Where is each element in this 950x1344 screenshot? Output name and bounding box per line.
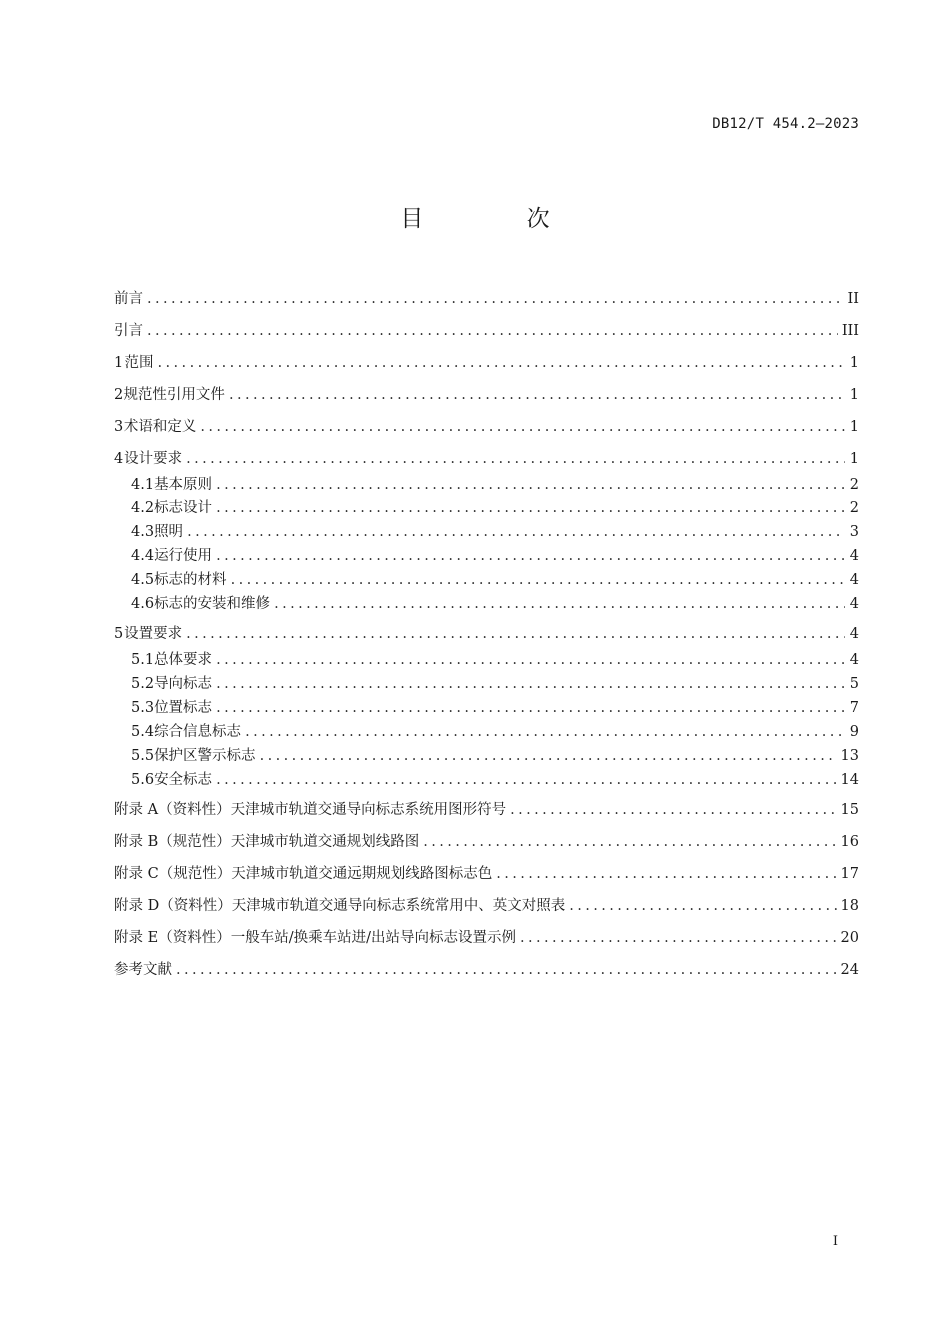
toc-entry-page: 20 [840, 930, 859, 946]
toc-entry-4-2[interactable] [131, 497, 859, 519]
toc-entry-page: 1 [849, 419, 859, 435]
leader-dots [186, 623, 845, 645]
leader-dots [216, 697, 845, 719]
toc-entry-preface[interactable] [114, 288, 859, 310]
toc-entry-page: 9 [849, 724, 859, 740]
leader-dots [200, 416, 845, 438]
toc-entry-2[interactable] [114, 384, 859, 406]
toc-entry-number: 4.2 [131, 500, 155, 516]
leader-dots [147, 320, 838, 342]
toc-entry-page: 4 [849, 626, 859, 642]
leader-dots [423, 831, 836, 853]
toc-entry-page: 4 [849, 652, 859, 668]
leader-dots [216, 545, 845, 567]
toc-entry-label: 天津城市轨道交通规划线路图 [230, 834, 420, 850]
toc-entry-label: 标志设计 [154, 500, 213, 516]
toc-entry-page: 2 [849, 477, 859, 493]
toc-appendix-number: 附录 A（资料性） [114, 802, 231, 818]
toc-entry-page: 17 [840, 866, 859, 882]
toc-entry-page: 1 [849, 387, 859, 403]
toc-entry-number: 4 [114, 451, 124, 467]
toc-entry-label: 术语和定义 [123, 419, 197, 435]
toc-entry-4-6[interactable] [131, 593, 859, 615]
toc-entry-5-2[interactable] [131, 673, 859, 695]
toc-entry-label: 设计要求 [124, 451, 183, 467]
toc-entry-3[interactable] [114, 416, 859, 438]
leader-dots [216, 649, 845, 671]
toc-entry-label: 位置标志 [154, 700, 213, 716]
leader-dots [216, 474, 845, 496]
toc-entry-number: 1 [114, 355, 124, 371]
leader-dots [496, 863, 836, 885]
page-number: I [832, 1234, 838, 1249]
toc-entry-number: 4.3 [131, 524, 155, 540]
leader-dots [186, 448, 845, 470]
toc-entry-page: 4 [849, 596, 859, 612]
toc-entry-number: 4.5 [131, 572, 155, 588]
toc-entry-page: 4 [849, 548, 859, 564]
toc-entry-4-4[interactable] [131, 545, 859, 567]
leader-dots [176, 959, 837, 981]
leader-dots [231, 569, 845, 591]
toc-entry-page: 2 [849, 500, 859, 516]
leader-dots [216, 497, 845, 519]
leader-dots [510, 799, 836, 821]
toc-entry-5-5[interactable] [131, 745, 859, 767]
toc-entry-introduction[interactable] [114, 320, 859, 342]
toc-entry-label: 天津城市轨道交通远期规划线路图标志色 [231, 866, 493, 882]
toc-entry-page: 1 [849, 355, 859, 371]
toc-entry-label: 导向标志 [154, 676, 213, 692]
toc-entry-label: 范围 [124, 355, 154, 371]
toc-entry-4-3[interactable] [131, 521, 859, 543]
toc-entry-5-4[interactable] [131, 721, 859, 743]
leader-dots [216, 673, 845, 695]
leader-dots [147, 288, 844, 310]
toc-entry-page: 7 [849, 700, 859, 716]
toc-entry-number: 3 [114, 419, 124, 435]
toc-entry-label: 运行使用 [154, 548, 213, 564]
toc-entry-label: 标志的安装和维修 [154, 596, 271, 612]
leader-dots [569, 895, 836, 917]
leader-dots [245, 721, 845, 743]
toc-entry-label: 规范性引用文件 [123, 387, 225, 403]
toc-entry-appendix-a[interactable] [114, 799, 859, 821]
toc-entry-page: 16 [840, 834, 859, 850]
toc-entry-appendix-c[interactable] [114, 863, 859, 885]
toc-entry-page: III [841, 323, 859, 339]
toc-entry-label: 安全标志 [154, 772, 213, 788]
toc-entry-page: 15 [840, 802, 859, 818]
toc-entry-appendix-e[interactable] [114, 927, 859, 949]
toc-entry-4[interactable] [114, 448, 859, 470]
toc-entry-appendix-b[interactable] [114, 831, 859, 853]
leader-dots [216, 769, 836, 791]
leader-dots [274, 593, 845, 615]
toc-entry-label: 引言 [114, 323, 143, 339]
document-number: DB12/T 454.2—2023 [712, 116, 859, 132]
toc-entry-label: 总体要求 [154, 652, 213, 668]
toc-entry-4-5[interactable] [131, 569, 859, 591]
toc-appendix-number: 附录 E（资料性） [114, 930, 231, 946]
toc-entry-number: 5.5 [131, 748, 155, 764]
leader-dots [187, 521, 845, 543]
toc-entry-page: 18 [840, 898, 859, 914]
toc-entry-5[interactable] [114, 623, 859, 645]
toc-entry-page: 3 [849, 524, 859, 540]
toc-entry-page: 5 [849, 676, 859, 692]
leader-dots [229, 384, 845, 406]
toc-entry-number: 4.6 [131, 596, 155, 612]
toc-entry-label: 保护区警示标志 [154, 748, 256, 764]
toc-entry-label: 天津城市轨道交通导向标志系统用图形符号 [230, 802, 507, 818]
toc-entry-number: 2 [114, 387, 124, 403]
toc-entry-appendix-d[interactable] [114, 895, 859, 917]
toc-entry-label: 一般车站/换乘车站进/出站导向标志设置示例 [230, 930, 516, 946]
toc-entry-label: 前言 [114, 291, 143, 307]
toc-entry-page: 1 [849, 451, 859, 467]
toc-entry-number: 5.2 [131, 676, 155, 692]
toc-entry-references[interactable] [114, 959, 859, 981]
toc-entry-5-3[interactable] [131, 697, 859, 719]
toc-entry-number: 4.1 [131, 477, 155, 493]
toc-entry-number: 5.1 [131, 652, 155, 668]
toc-entry-label: 标志的材料 [154, 572, 227, 588]
toc-appendix-number: 附录 B（规范性） [114, 834, 231, 850]
leader-dots [260, 745, 837, 767]
leader-dots [158, 352, 845, 374]
toc-entry-number: 5.3 [131, 700, 155, 716]
toc-entry-number: 5.4 [131, 724, 155, 740]
toc-entry-page: 24 [840, 962, 859, 978]
toc-entry-1[interactable] [114, 352, 859, 374]
toc-entry-label: 综合信息标志 [154, 724, 242, 740]
toc-entry-page: II [847, 291, 859, 307]
toc-entry-5-1[interactable] [131, 649, 859, 671]
toc-entry-number: 4.4 [131, 548, 155, 564]
toc-entry-number: 5.6 [131, 772, 155, 788]
toc-entry-label: 参考文献 [114, 962, 172, 978]
page-title: 目 次 [400, 206, 598, 232]
toc-entry-label: 照明 [154, 524, 184, 540]
leader-dots [520, 927, 837, 949]
toc-entry-label: 天津城市轨道交通导向标志系统常用中、英文对照表 [231, 898, 566, 914]
toc-entry-4-1[interactable] [131, 474, 859, 496]
toc-appendix-number: 附录 D（资料性） [114, 898, 232, 914]
toc-entry-5-6[interactable] [131, 769, 859, 791]
toc-entry-page: 14 [840, 772, 859, 788]
toc-entry-label: 基本原则 [154, 477, 213, 493]
toc-appendix-number: 附录 C（规范性） [114, 866, 232, 882]
toc-entry-page: 13 [840, 748, 859, 764]
toc-entry-label: 设置要求 [124, 626, 183, 642]
toc-entry-number: 5 [114, 626, 124, 642]
toc-entry-page: 4 [849, 572, 859, 588]
